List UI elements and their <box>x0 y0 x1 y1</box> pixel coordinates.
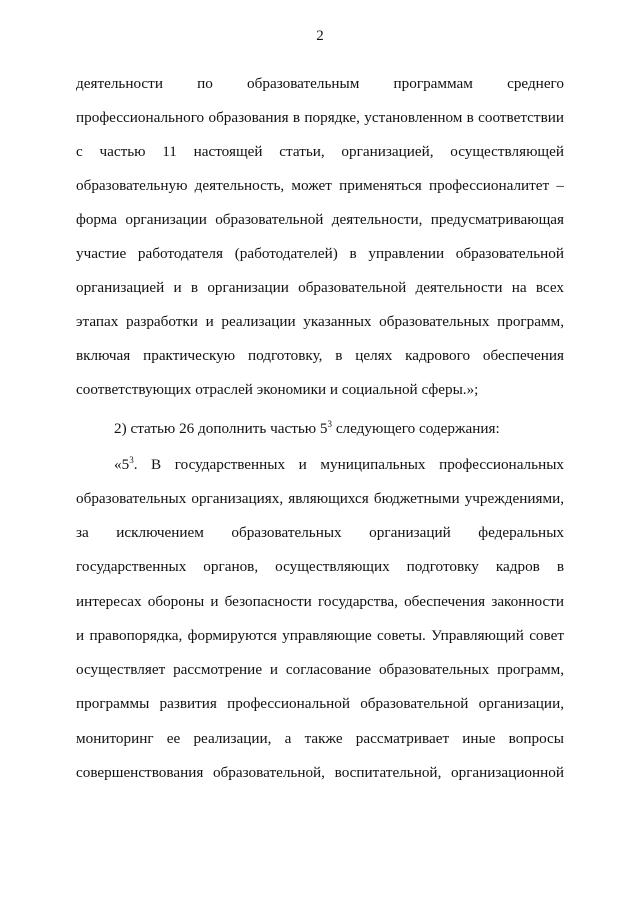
quote-start-text: . В государственных и муниципальных профессиональных <box>133 456 564 473</box>
text-line: этапах разработки и реализации указанных образовательных программ, <box>76 313 564 330</box>
text-line: включая практическую подготовку, в целях кадрового обеспечения <box>76 347 564 364</box>
text-line: участие работодателя (работодателей) в управлении образовательной <box>76 245 564 262</box>
text-line: образовательную деятельность, может применяться профессионалитет – <box>76 177 564 194</box>
text-line: деятельности по образовательным программам среднего <box>76 75 564 92</box>
text-line: и правопорядка, формируются управляющие советы. Управляющий совет <box>76 627 564 644</box>
text-line: интересах обороны и безопасности государства, обеспечения законности <box>76 593 564 610</box>
text-line: мониторинг ее реализации, а также рассматривает иные вопросы <box>76 730 564 747</box>
superscript: 3 <box>327 419 333 429</box>
text-line: государственных органов, осуществляющих подготовку кадров в <box>76 558 564 575</box>
text-line: осуществляет рассмотрение и согласование образовательных программ, <box>76 661 564 678</box>
text-line: программы развития профессиональной образовательной организации, <box>76 695 564 712</box>
list-item-2 <box>114 419 564 439</box>
quote-start-prefix: «5 <box>114 456 130 473</box>
text-line: совершенствования образовательной, воспитательной, организационной <box>76 764 564 781</box>
text-line: образовательных организациях, являющихся бюджетными учреждениями, <box>76 490 564 507</box>
text-line: профессионального образования в порядке, установленном в соответствии <box>76 109 564 126</box>
text-line: с частью 11 настоящей статьи, организацией, осуществляющей <box>76 143 564 160</box>
text-line: за исключением образовательных организаций федеральных <box>76 524 564 541</box>
list-item-2-text-end: следующего содержания: <box>332 420 500 437</box>
text-line: соответствующих отраслей экономики и социальной сферы.»; <box>76 381 479 398</box>
list-item-2-text: 2) статью 26 дополнить частью 5 <box>114 420 328 437</box>
text-line: форма организации образовательной деятельности, предусматривающая <box>76 211 564 228</box>
text-line: организацией и в организации образовательной деятельности на всех <box>76 279 564 296</box>
superscript: 3 <box>129 455 134 465</box>
page-number: 2 <box>316 28 324 44</box>
quote-start-line <box>114 455 564 475</box>
